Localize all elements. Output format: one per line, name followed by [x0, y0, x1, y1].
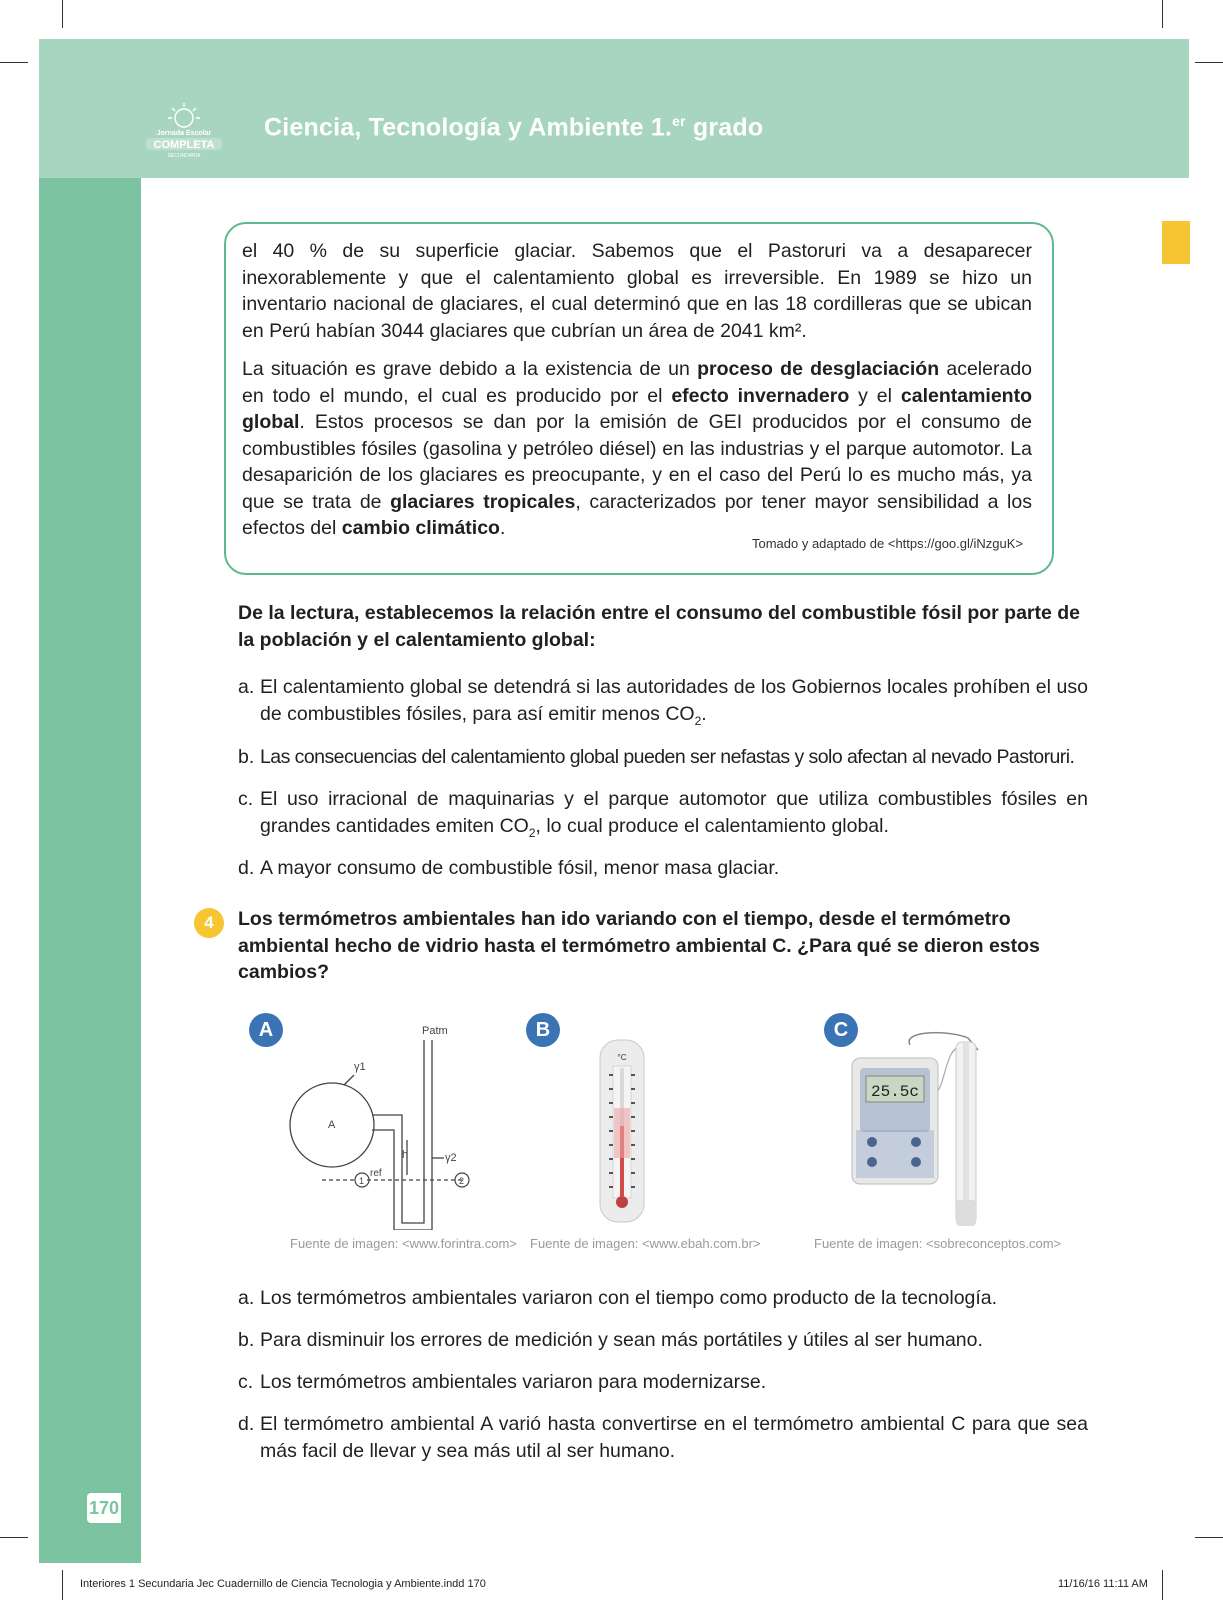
crop-mark: [1195, 1537, 1223, 1538]
crop-mark: [0, 62, 28, 63]
gamma2-label: γ2: [445, 1152, 457, 1164]
h-label: h: [402, 1149, 409, 1161]
jornada-escolar-logo: [140, 100, 228, 160]
crop-mark: [62, 1570, 63, 1600]
reading-source: Tomado y adaptado de <https://goo.gl/iNzguK>: [751, 536, 1023, 551]
crop-mark: [62, 0, 63, 28]
q3-option-b: b. Las consecuencias del calentamiento global pueden ser nefastas y solo afectan al nevado Pastoruri.: [238, 746, 1075, 768]
image-a-source: Fuente de imagen: <www.forintra.com>: [290, 1236, 517, 1251]
ref-label: ref: [370, 1168, 382, 1179]
digital-thermometer-image: [850, 1030, 1000, 1230]
q4-option-b: b. Para disminuir los errores de medición y sean más portátiles y útiles al ser humano.: [238, 1329, 983, 1351]
crop-mark: [0, 1537, 28, 1538]
q3-option-d: d. A mayor consumo de combustible fósil, menor masa glaciar.: [238, 857, 780, 879]
print-footer-file: Interiores 1 Secundaria Jec Cuadernillo de Ciencia Tecnologia y Ambiente.indd 170: [80, 1578, 486, 1590]
q4-option-c: c. Los termómetros ambientales variaron para modernizarse.: [238, 1371, 767, 1393]
image-c-badge: C: [824, 1013, 858, 1047]
question-4-number: 4: [194, 908, 224, 938]
q4-option-a: a. Los termómetros ambientales variaron con el tiempo como producto de la tecnología.: [238, 1287, 998, 1309]
wall-thermometer-image: [596, 1038, 648, 1224]
section-tab-marker: [1162, 221, 1190, 264]
sidebar-strip: [39, 178, 141, 1563]
crop-mark: [1195, 62, 1223, 63]
patm-label: Patm: [422, 1025, 448, 1037]
reading-paragraph-2: La situación es grave debido a la existencia de un proceso de desglaciación acelerado en todo el mundo, el cual es producido por el efecto invernadero y el calentamiento global. Estos procesos se dan por la emisión de GEI producidos por el consumo de combustibles fósiles (gasolina y petróleo diésel) en las industrias y el parque automotor. La desaparición de los glaciares es preocupante, y en el caso del Perú lo es mucho más, ya que se trata de glaciares tropicales, caracterizados por tener mayor sensibilidad a los efectos del cambio climático.: [242, 358, 1033, 539]
print-footer-date: 11/16/16 11:11 AM: [1058, 1578, 1148, 1590]
image-b-source: Fuente de imagen: <www.ebah.com.br>: [530, 1236, 761, 1251]
svg-text:Jornada Escolar: Jornada Escolar: [156, 130, 212, 137]
manometer-diagram: [282, 1020, 482, 1230]
page-title: Ciencia, Tecnología y Ambiente 1.$^{er}$ grado: [264, 113, 764, 142]
image-b-badge: B: [526, 1013, 560, 1047]
crop-mark: [1162, 0, 1163, 28]
q4-option-d: d. El termómetro ambiental A varió hasta convertirse en el termómetro ambiental C para que sea más facil de llevar y sea más util al ser humano.: [238, 1413, 1088, 1462]
point-2-label: 2: [459, 1176, 465, 1186]
q3-option-a: a. El calentamiento global se detendrá si las autoridades de los Gobiernos locales prohíben el uso de combustibles fósiles, para así emitir menos $CO_2$.: [238, 676, 1088, 728]
svg-text:SECUNDARIA: SECUNDARIA: [167, 153, 201, 159]
question-3-title: De la lectura, establecemos la relación entre el consumo del combustible fósil por parte de la población y el calentamiento global:: [238, 602, 1081, 651]
reading-paragraph-1: el 40 % de su superficie glaciar. Sabemos que el Pastoruri va a desaparecer inexorablemente y que el calentamiento global es irreversible. En 1989 se hizo un inventario nacional de glaciares, el cual determinó que en las 18 cordilleras que se ubican en Perú habían 3044 glaciares que cubrían un área de 2041 km².: [242, 240, 1032, 342]
page-number: 170: [87, 1493, 121, 1523]
image-c-source: Fuente de imagen: <sobreconceptos.com>: [814, 1236, 1062, 1251]
digital-readout: 25.5c: [870, 1083, 920, 1101]
crop-mark: [1162, 1570, 1163, 1600]
image-a-badge: A: [249, 1013, 283, 1047]
svg-text:COMPLETA: COMPLETA: [153, 139, 215, 151]
a-label: A: [328, 1119, 336, 1131]
question-4-title: Los termómetros ambientales han ido variando con el tiempo, desde el termómetro ambiental hecho de vidrio hasta el termómetro ambiental C. ¿Para qué se dieron estos cambios?: [238, 908, 1040, 983]
point-1-label: 1: [359, 1176, 365, 1186]
celsius-label: °C: [617, 1053, 627, 1062]
gamma1-label: γ1: [354, 1061, 366, 1073]
q3-option-c: c. El uso irracional de maquinarias y el parque automotor que utiliza combustibles fósiles en grandes cantidades emiten $CO_2$, lo cual produce el calentamiento global.: [238, 788, 1088, 840]
